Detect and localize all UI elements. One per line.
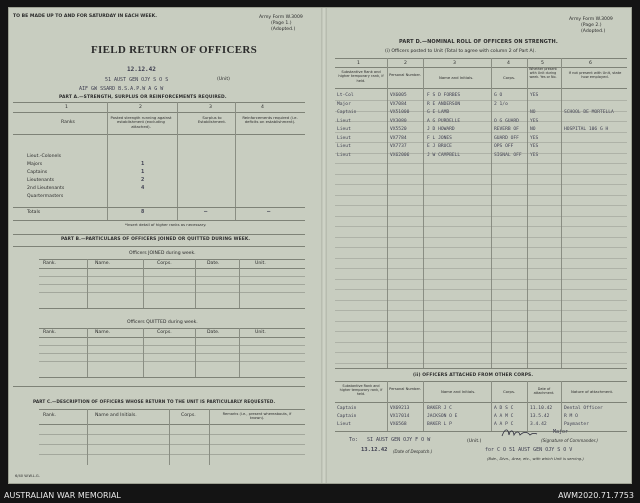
attached-cell-name: BAKER L P: [427, 422, 452, 427]
col-header: Name and Initials.: [441, 389, 476, 394]
archive-id: AWM2020.71.7753: [558, 491, 634, 500]
typed-unit: 51 AUST GEN OJY S O S: [105, 77, 169, 83]
quitted-heading: Officers QUITTED during week.: [127, 320, 198, 325]
ruled-line: [335, 216, 627, 217]
col-header: Corps.: [503, 389, 516, 394]
roll-cell-name: A G PURDELLE: [427, 118, 461, 124]
col-header: Nature of attachment.: [571, 389, 614, 394]
rank-label: Lieutenants: [27, 178, 55, 183]
unit-label: (Unit): [217, 77, 230, 82]
col-header: Corps.: [157, 261, 172, 266]
ruled-line: [335, 363, 627, 364]
roll-cell-corps: REVERB OF: [494, 127, 519, 132]
col-number: 3: [209, 105, 212, 110]
ruled-line: [335, 153, 627, 154]
page-2: [327, 8, 633, 483]
roll-cell-present: YES: [530, 144, 539, 149]
footnote: *Insert detail of higher ranks as necessary.: [125, 222, 207, 227]
col-header: Name and Initials.: [439, 75, 474, 80]
ruled-line: [335, 111, 627, 112]
ruled-line: [335, 121, 627, 122]
part-c-heading: PART C.—DESCRIPTION OF OFFICERS WHOSE RETURN TO THE UNIT IS PARTICULARLY REQUESTED.: [33, 399, 276, 404]
roll-cell-emp: SCHOOL DE MORTELLA: [564, 110, 614, 115]
signatory-rank: Major: [553, 429, 569, 435]
roll-cell-name: G E LAMB: [427, 110, 450, 115]
col-number: 6: [589, 61, 592, 66]
roll-cell-corps: SIGNAL OFF: [494, 152, 522, 158]
ruled-line: [335, 237, 627, 238]
col-header: Ranks: [61, 120, 75, 125]
attached-heading: (ii) OFFICERS ATTACHED FROM OTHER CORPS.: [413, 373, 534, 378]
roll-cell-rank: Lt-Col: [337, 93, 354, 98]
typed-unit-line2: AIF GW SSARD B.S.A.P.W A G W: [79, 86, 164, 92]
attached-cell-num: VX69213: [390, 406, 410, 411]
roll-cell-present: NO: [530, 110, 536, 115]
roll-cell-corps: OPS OFF: [494, 144, 514, 149]
roll-cell-present: NO: [530, 127, 536, 132]
attached-cell-corps: A A M C: [494, 414, 514, 419]
roll-cell-rank: Lieut: [337, 118, 351, 124]
roll-cell-num: VX62006: [390, 152, 410, 158]
posted-total: 8: [141, 209, 145, 215]
posted-value: 1: [141, 169, 145, 175]
part-a-heading: PART A.—STRENGTH, SURPLUS OR REINFORCEMENTS REQUIRED.: [59, 95, 227, 100]
part-d-sub: (i) Officers posted to Unit (Total to agree with column 2 of Part A).: [385, 49, 536, 54]
header-instruction: TO BE MADE UP TO AND FOR SATURDAY IN EACH WEEK.: [13, 14, 157, 19]
rank-label: Captains: [27, 170, 48, 175]
ruled-line: [335, 132, 627, 133]
roll-cell-num: VX7084: [390, 101, 407, 107]
ruled-line: [335, 342, 627, 343]
attached-cell-rank: Captain: [337, 414, 357, 419]
for-line: for C O 51 AUST GEN OJY S O V: [485, 447, 573, 453]
col-header: Unit.: [255, 330, 266, 335]
attached-cell-rank: Lieut: [337, 422, 351, 427]
form-page: (Page 2.): [581, 23, 602, 28]
rank-label: Quartermasters: [27, 194, 64, 199]
col-header: Rank.: [43, 261, 56, 266]
ruled-line: [335, 247, 627, 248]
col-header: Reinforcements required (i.e. deficits on establishment).: [242, 115, 298, 125]
col-header: Personal Number.: [389, 73, 421, 77]
rank-label: Totals: [27, 210, 41, 215]
posted-value: 2: [141, 177, 145, 183]
attached-cell-nature: Dental Officer: [564, 406, 603, 411]
attached-cell-date: 11.10.42: [530, 406, 553, 411]
attached-cell-date: 13.5.42: [530, 414, 550, 419]
roll-cell-rank: Lieut: [337, 135, 351, 141]
col-header: Corps.: [503, 75, 516, 80]
page-1: [9, 8, 319, 483]
printer-mark: 6/40 W.W.L.G.: [15, 474, 40, 478]
to-label: To:: [349, 437, 359, 443]
col-header: If not present with Unit, state how employed.: [568, 71, 622, 80]
attached-cell-num: VX6568: [390, 422, 407, 427]
despatch-caption: (Date of Despatch.): [393, 449, 433, 454]
col-header: Unit.: [255, 261, 266, 266]
roll-cell-corps: G O: [494, 93, 503, 98]
form-adopted: (Adopted.): [581, 29, 606, 34]
roll-cell-num: VX3080: [390, 118, 407, 124]
posted-value: 1: [141, 161, 145, 167]
roll-cell-name: E J BRUCE: [427, 144, 452, 149]
roll-cell-name: F S D FORBES: [427, 93, 461, 98]
signature-caption: (Signature of Commander.): [541, 438, 599, 443]
col-number: 5: [541, 61, 544, 66]
col-number: 4: [507, 61, 510, 66]
col-header: Substantive Rank and higher temporary rank, if held.: [338, 70, 384, 83]
col-header: Corps.: [181, 413, 196, 418]
ruled-line: [335, 226, 627, 227]
ruled-line: [335, 258, 627, 259]
col-header: Posted strength running against establishment (excluding attached).: [110, 115, 172, 129]
roll-cell-num: VX5520: [390, 127, 407, 132]
roll-cell-emp: HOSPITAL 106 G H: [564, 127, 609, 132]
attached-cell-rank: Captain: [337, 406, 357, 411]
roll-cell-corps: O G GUARD: [494, 118, 519, 124]
col-number: 4: [261, 105, 264, 110]
posted-value: 4: [141, 185, 145, 191]
col-header: Corps.: [157, 330, 172, 335]
attached-cell-num: VX17014: [390, 414, 410, 419]
part-d-heading: PART D.—NOMINAL ROLL OF OFFICERS ON STRENGTH.: [399, 39, 558, 45]
rank-label: Lieut.-Colonels: [27, 154, 62, 159]
ruled-line: [335, 289, 627, 290]
col-header: Date.: [207, 261, 220, 266]
roll-cell-present: YES: [530, 118, 539, 124]
ruled-line: [335, 300, 627, 301]
ruled-line: [335, 268, 627, 269]
attached-cell-name: BAKER J C: [427, 406, 452, 411]
roll-cell-num: VX7737: [390, 144, 407, 149]
ruled-line: [335, 195, 627, 196]
roll-cell-present: YES: [530, 135, 539, 141]
ruled-line: [335, 184, 627, 185]
attached-cell-nature: Paymaster: [564, 422, 589, 427]
col-header: Date of attachment.: [533, 387, 555, 396]
field-return-form: [8, 7, 632, 484]
rank-label: 2nd Lieutenants: [27, 186, 65, 191]
col-header: Whether present with Unit during week. Yes or No.: [529, 67, 557, 79]
roll-cell-rank: Lieut: [337, 127, 351, 132]
form-number: Army Form W.3009: [259, 15, 303, 20]
ruled-line: [335, 142, 627, 143]
attached-cell-date: 3.4.42: [530, 422, 547, 427]
roll-cell-name: J W CAMPBELL: [427, 152, 461, 158]
ruled-line: [335, 331, 627, 332]
roll-cell-num: VX7784: [390, 135, 407, 141]
col-header: Name and Initials.: [95, 413, 137, 418]
col-header: Rank.: [43, 330, 56, 335]
attached-cell-corps: A A P C: [494, 422, 514, 427]
roll-cell-name: J D HOWARD: [427, 127, 455, 132]
attached-cell-nature: R M O: [564, 414, 578, 419]
for-line-caption: (Bde., Divn., Area, etc., with which Unit is serving.): [487, 456, 584, 461]
form-page: (Page 1.): [271, 21, 292, 26]
form-adopted: (Adopted.): [271, 27, 296, 32]
roll-cell-corps: GUARD OFF: [494, 135, 519, 141]
archive-footer: [0, 489, 640, 503]
page-title: FIELD RETURN OF OFFICERS: [91, 44, 258, 56]
col-number: 2: [404, 61, 407, 66]
ruled-line: [335, 174, 627, 175]
reinf-total: —: [267, 209, 271, 215]
roll-cell-present: YES: [530, 152, 539, 158]
roll-cell-rank: Captain: [337, 110, 357, 115]
roll-cell-rank: Lieut: [337, 144, 351, 149]
ruled-line: [335, 100, 627, 101]
joined-heading: Officers JOINED during week.: [129, 251, 196, 256]
attached-cell-name: JACKSON O E: [427, 414, 458, 419]
ruled-line: [335, 205, 627, 206]
rank-label: Majors: [27, 162, 43, 167]
roll-cell-num: VX51000: [390, 110, 410, 115]
col-header: Surplus to Establishment.: [197, 115, 227, 125]
despatch-date: 13.12.42: [361, 447, 388, 453]
col-header: Personal Number.: [389, 387, 421, 391]
typed-date: 12.12.42: [127, 66, 156, 73]
commander-signature: [500, 427, 538, 439]
col-number: 1: [357, 61, 360, 66]
roll-cell-corps: 2 1/o: [494, 101, 508, 107]
col-header: Rank.: [43, 413, 56, 418]
ruled-line: [335, 310, 627, 311]
ruled-line: [335, 163, 627, 164]
roll-cell-num: VX6005: [390, 93, 407, 98]
col-header: Name.: [95, 330, 111, 335]
roll-cell-present: YES: [530, 93, 539, 98]
destination-unit-label: (Unit.): [467, 439, 482, 444]
ruled-line: [335, 279, 627, 280]
col-number: 1: [65, 105, 68, 110]
roll-cell-rank: Lieut: [337, 152, 351, 158]
destination-unit: SI AUST GEN OJY F O W: [367, 437, 431, 443]
col-header: Substantive Rank and higher temporary rank, if held.: [339, 384, 383, 397]
surplus-total: —: [204, 209, 208, 215]
col-number: 2: [139, 105, 142, 110]
attached-cell-corps: A D S C: [494, 406, 514, 411]
ruled-line: [335, 352, 627, 353]
form-number: Army Form W.3009: [569, 17, 613, 22]
col-header: Name.: [95, 261, 111, 266]
part-b-heading: PART B.—PARTICULARS OF OFFICERS JOINED OR QUITTED DURING WEEK.: [61, 237, 251, 242]
ruled-line: [335, 321, 627, 322]
roll-cell-name: F L JONES: [427, 135, 452, 141]
archive-name: AUSTRALIAN WAR MEMORIAL: [4, 491, 121, 500]
roll-cell-name: R E ANDERSON: [427, 101, 461, 107]
roll-cell-rank: Major: [337, 101, 351, 107]
col-header: Remarks (i.e., present whereabouts, if known).: [222, 412, 292, 421]
col-header: Date.: [207, 330, 220, 335]
col-number: 3: [453, 61, 456, 66]
